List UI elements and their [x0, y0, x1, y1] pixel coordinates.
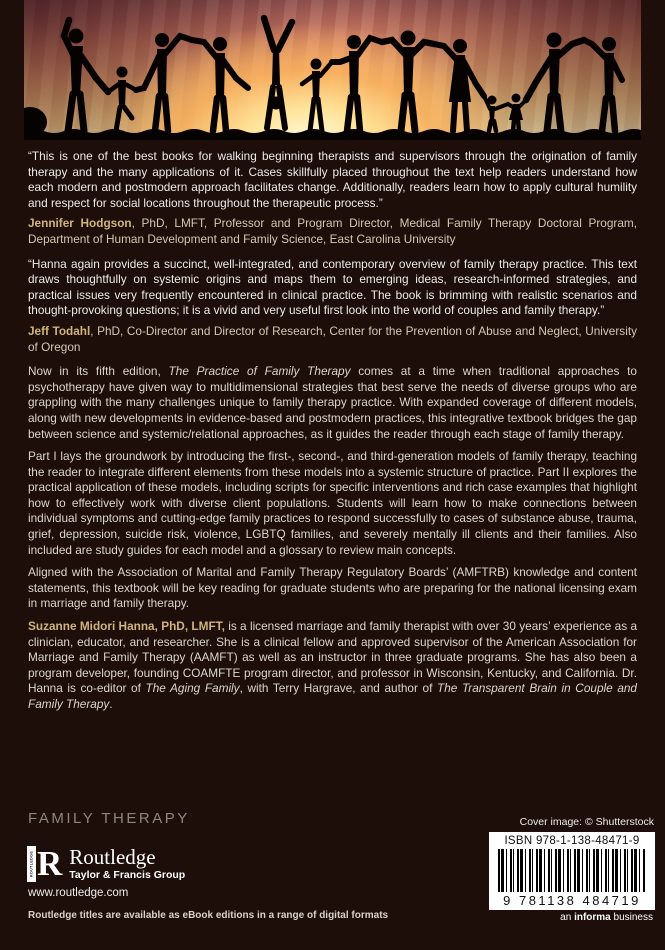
ebook-availability-note: Routledge titles are available as eBook editions in a range of digital formats	[28, 910, 389, 921]
informa-post: business	[610, 912, 653, 923]
cover-photo	[24, 0, 641, 140]
publisher-wordmark	[69, 847, 185, 881]
author-book-title-2: The Transparent Brain in Couple and Family Therapy	[28, 681, 637, 711]
author-name: Suzanne Midori Hanna, PhD, LMFT,	[28, 619, 225, 634]
publisher-group-name: Taylor & Francis Group	[69, 869, 186, 881]
description-paragraph-1	[28, 364, 637, 442]
review-quote-2-text: “Hanna again provides a succinct, well-integrated, and contemporary overview of family therapy practice. This text draws thoughtfully on systemic origins and maps them to emerging ideas, research-informed strategies, and practical issues very frequently encountered in clinical practice. The book is brimming with realistic scenarios and thought-provoking questions; it is a vivid and very useful first look into the world of couples and family therapy.”	[28, 256, 637, 318]
family-silhouettes-illustration	[24, 0, 641, 140]
author-book-title-1: The Aging Family	[145, 681, 240, 696]
reviewer-credentials-2: , PhD, Co-Director and Director of Research, Center for the Prevention of Abuse and Neglect, University of Oregon	[28, 323, 637, 354]
review-quote-2	[28, 257, 637, 319]
review-attribution-2	[28, 324, 637, 355]
barcode-digits: 9 781138 484719	[500, 893, 644, 908]
book-title-italic: The Practice of Family Therapy	[168, 364, 351, 379]
review-quote-1-text: “This is one of the best books for walking beginning therapists and supervisors through the origination of family therapy and the many applications of it. Cases skillfully placed throughout the text help readers understand how each modern and postmodern approach facilitates change. Additionally, readers learn how to apply cultural humility and respect for social locations throughout the therapeutic process.”	[28, 149, 637, 210]
informa-bold: informa	[574, 912, 611, 923]
author-bio-part-1: is a licensed marriage and family therapist with over 30 years’ experience as a clinician, educator, and researcher. She is a clinical fellow and approved supervisor of the American Association for Marriage and Family Therapy (AAMFT) as well as an instructor in three graduate programs. She has also been a program developer, founding COAMFTE program director, and professor in Wisconsin, Kentucky, and California. Dr. Hanna is co-editor of	[28, 619, 638, 696]
author-bio-part-3: .	[109, 697, 113, 711]
author-bio	[28, 619, 637, 713]
informa-business-label	[560, 912, 653, 923]
reviewer-name-1: Jennifer Hodgson	[28, 216, 132, 231]
routledge-r-glyph: R	[37, 844, 63, 883]
subject-category-label: FAMILY THERAPY	[28, 810, 190, 827]
cover-image-credit: Cover image: © Shutterstock	[519, 816, 654, 828]
routledge-logo	[27, 846, 185, 882]
isbn-number: ISBN 978-1-138-48471-9	[504, 835, 640, 847]
informa-pre: an	[560, 912, 575, 923]
publisher-website: www.routledge.com	[28, 887, 129, 899]
reviewer-name-2: Jeff Todahl	[28, 323, 91, 338]
description-1-pre: Now in its fifth edition,	[28, 364, 169, 379]
description-paragraph-3: Aligned with the Association of Marital and Family Therapy Regulatory Boards’ (AMFTRB) knowledge and content statements, this textbook will be key reading for graduate students who are preparing for the national licensing exam in marriage and family therapy.	[28, 565, 637, 611]
routledge-r-icon	[27, 846, 62, 882]
review-attribution-1	[28, 216, 637, 247]
description-1-post: comes at a time when traditional approaches to psychotherapy have given way to multidimensional strategies that best serve the needs of diverse groups who are grappling with the many challenges unique to family therapy practice. With expanded coverage of different models, along with new developments in evidence-based and postmodern practices, this integrative textbook bridges the gap between science and systemic/relational approaches, as it guides the reader through each stage of family therapy.	[28, 364, 637, 441]
author-bio-part-2: , with Terry Hargrave, and author of	[239, 681, 438, 696]
review-quote-1	[28, 149, 637, 211]
description-paragraph-2: Part I lays the groundwork by introducing the first-, second-, and third-generation models of family therapy, teaching the reader to integrate different elements from these models into a systemic structure of practice. Part II explores the practical application of these models, including scripts for specific interventions and rich case examples that highlight how to effectively work with diverse client populations. Students will learn how to make connections between individual symptoms and cutting-edge family practices to respond successfully to cases of substance abuse, trauma, grief, depression, suicide risk, violence, LGBTQ families, and severely mentally ill clients and their families. Also included are study guides for each model and a glossary to review main concepts.	[28, 449, 637, 557]
reviewer-credentials-1: , PhD, LMFT, Professor and Program Director, Medical Family Therapy Doctoral Program, Department of Human Development and Family Science, East Carolina University	[28, 216, 637, 246]
back-cover-text	[28, 149, 637, 720]
publisher-name: Routledge	[69, 845, 156, 869]
routledge-vertical-text: ROUTLEDGE	[27, 846, 36, 882]
barcode-icon	[498, 849, 646, 892]
isbn-barcode-block	[489, 832, 655, 910]
